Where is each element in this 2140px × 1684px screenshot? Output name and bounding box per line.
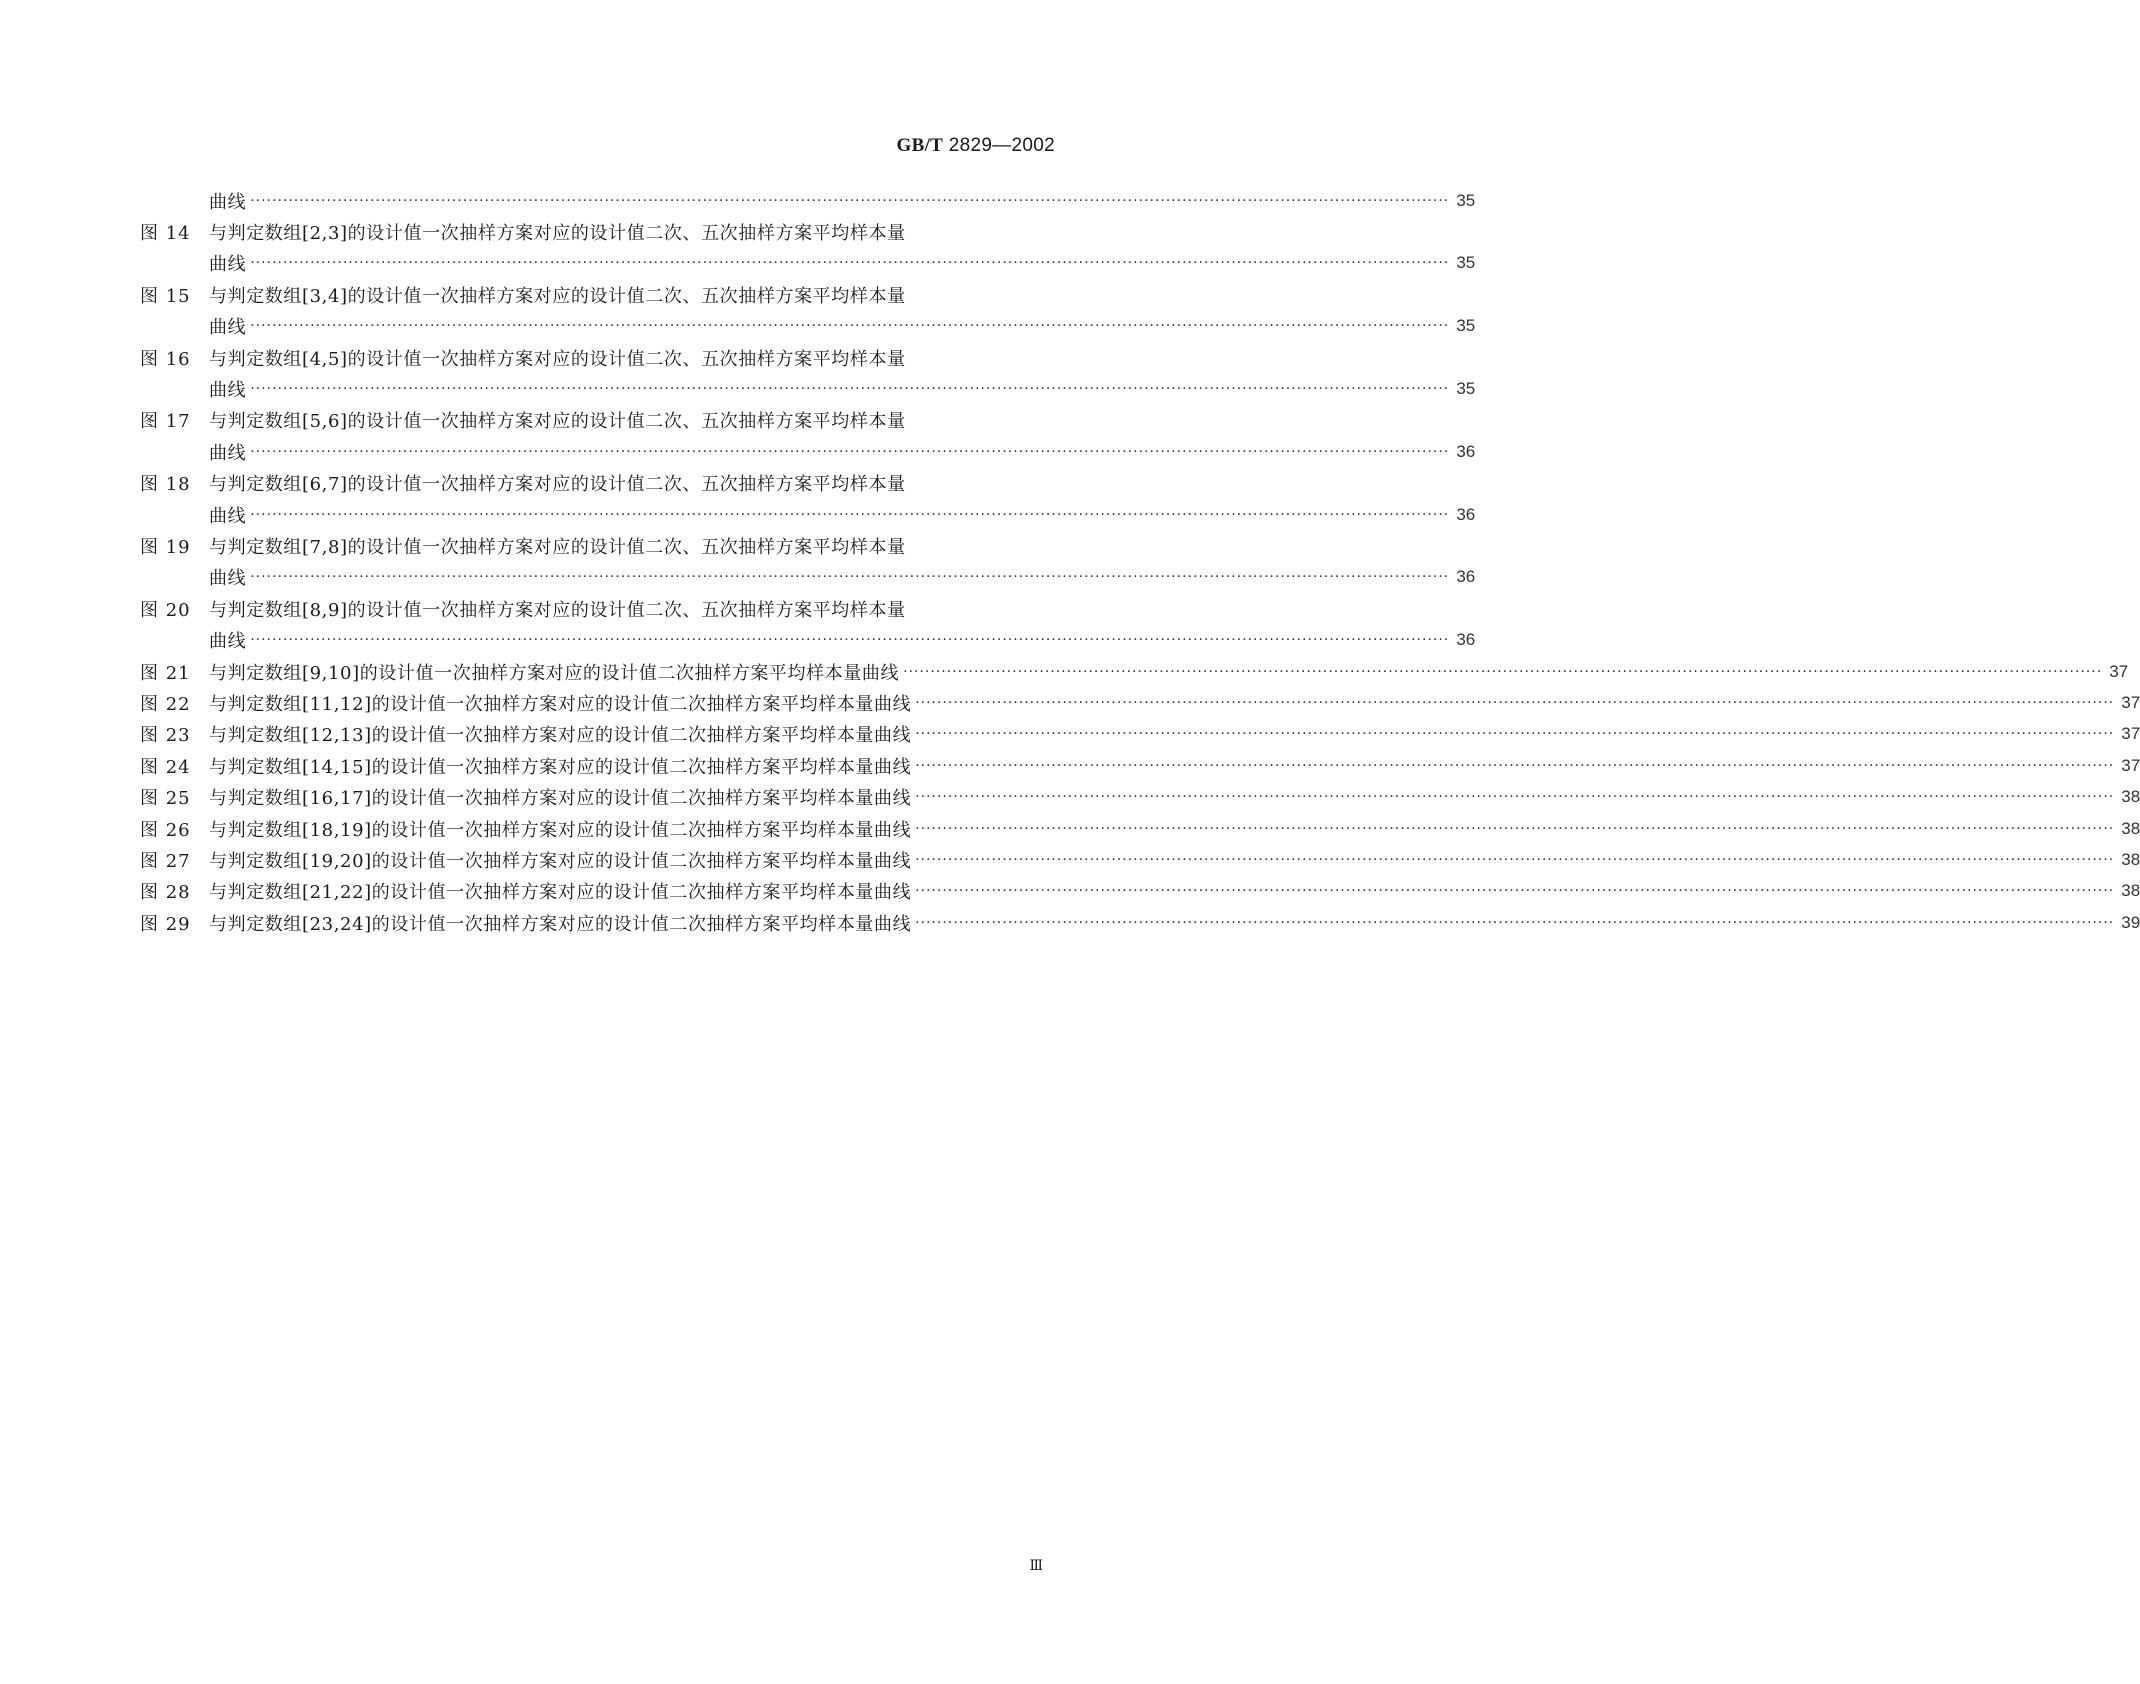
toc-line[interactable] [140, 876, 2140, 907]
figure-title: 曲线 [209, 191, 247, 213]
figure-title: 曲线 [209, 631, 247, 653]
figure-label: 图 22 [140, 693, 191, 715]
toc-line[interactable] [140, 185, 1476, 216]
dot-leader: ···························································································································································································································· [250, 192, 1450, 209]
page-ref: 36 [1456, 567, 1476, 587]
figure-title: 曲线 [209, 254, 247, 276]
dot-leader: ···························································································································································································································· [915, 851, 2115, 868]
figure-label: 图 29 [140, 913, 191, 935]
dot-leader: ···························································································································································································································· [915, 914, 2115, 931]
toc-line[interactable] [140, 750, 2140, 781]
figure-title: 与判定数组[16,17]的设计值一次抽样方案对应的设计值二次抽样方案平均样本量曲线 [209, 788, 912, 810]
figure-title: 与判定数组[8,9]的设计值一次抽样方案对应的设计值二次、五次抽样方案平均样本量 [209, 599, 906, 621]
toc-line[interactable] [140, 907, 2140, 938]
toc-line[interactable] [140, 530, 1060, 561]
figure-label: 图 18 [140, 474, 191, 496]
page-ref: 36 [1456, 441, 1476, 461]
figure-label: 图 20 [140, 599, 191, 621]
toc-line[interactable] [140, 593, 1060, 624]
figure-title: 与判定数组[6,7]的设计值一次抽样方案对应的设计值二次、五次抽样方案平均样本量 [209, 474, 906, 496]
toc-line[interactable] [140, 248, 1476, 279]
figure-label: 图 26 [140, 819, 191, 841]
toc-line[interactable] [140, 656, 2129, 687]
figure-title: 曲线 [209, 505, 247, 527]
figure-label: 图 15 [140, 285, 191, 307]
figure-title: 与判定数组[4,5]的设计值一次抽样方案对应的设计值二次、五次抽样方案平均样本量 [209, 348, 906, 370]
standard-prefix: GB/T [896, 135, 944, 156]
page-ref: 39 [2121, 912, 2140, 932]
toc-line[interactable] [140, 687, 2140, 718]
figure-label: 图 16 [140, 348, 191, 370]
toc-line[interactable] [140, 562, 1476, 593]
standard-code [897, 135, 1055, 157]
figure-label: 图 17 [140, 411, 191, 433]
figure-title: 与判定数组[18,19]的设计值一次抽样方案对应的设计值二次抽样方案平均样本量曲线 [209, 819, 912, 841]
page-ref: 37 [2109, 661, 2129, 681]
toc-line[interactable] [140, 405, 1060, 436]
toc-line[interactable] [140, 719, 2140, 750]
dot-leader: ···························································································································································································································· [915, 883, 2115, 900]
figure-title: 与判定数组[12,13]的设计值一次抽样方案对应的设计值二次抽样方案平均样本量曲线 [209, 725, 912, 747]
dot-leader: ···························································································································································································································· [250, 506, 1450, 523]
dot-leader: ···························································································································································································································· [250, 443, 1450, 460]
toc-line[interactable] [140, 279, 1060, 310]
figure-label: 图 23 [140, 725, 191, 747]
dot-leader: ···························································································································································································································· [915, 757, 2115, 774]
figure-label: 图 14 [140, 223, 191, 245]
figure-title: 与判定数组[2,3]的设计值一次抽样方案对应的设计值二次、五次抽样方案平均样本量 [209, 223, 906, 245]
figure-title: 曲线 [209, 568, 247, 590]
dot-leader: ···························································································································································································································· [250, 318, 1450, 335]
page-ref: 38 [2121, 818, 2140, 838]
figure-title: 与判定数组[9,10]的设计值一次抽样方案对应的设计值二次抽样方案平均样本量曲线 [209, 662, 900, 684]
page-ref: 37 [2121, 692, 2140, 712]
page-ref: 36 [1456, 504, 1476, 524]
figure-label: 图 21 [140, 662, 191, 684]
figure-label: 图 28 [140, 882, 191, 904]
figure-title: 与判定数组[7,8]的设计值一次抽样方案对应的设计值二次、五次抽样方案平均样本量 [209, 536, 906, 558]
page-ref: 38 [2121, 849, 2140, 869]
page-ref: 38 [2121, 881, 2140, 901]
figure-title: 曲线 [209, 380, 247, 402]
dot-leader: ···························································································································································································································· [250, 381, 1450, 398]
figure-label: 图 24 [140, 756, 191, 778]
figure-title: 与判定数组[5,6]的设计值一次抽样方案对应的设计值二次、五次抽样方案平均样本量 [209, 411, 906, 433]
dot-leader: ···························································································································································································································· [915, 694, 2115, 711]
page-ref: 38 [2121, 787, 2140, 807]
toc-line[interactable] [140, 813, 2140, 844]
figure-list [140, 185, 2140, 938]
page-ref: 35 [1456, 379, 1476, 399]
page-ref: 35 [1456, 253, 1476, 273]
dot-leader: ···························································································································································································································· [915, 726, 2115, 743]
toc-line[interactable] [140, 781, 2140, 812]
figure-title: 与判定数组[21,22]的设计值一次抽样方案对应的设计值二次抽样方案平均样本量曲线 [209, 882, 912, 904]
page-ref: 37 [2121, 724, 2140, 744]
toc-line[interactable] [140, 499, 1476, 530]
figure-title: 与判定数组[23,24]的设计值一次抽样方案对应的设计值二次抽样方案平均样本量曲线 [209, 913, 912, 935]
toc-line[interactable] [140, 311, 1476, 342]
page-ref: 35 [1456, 316, 1476, 336]
dot-leader: ···························································································································································································································· [250, 632, 1450, 649]
toc-line[interactable] [140, 342, 1060, 373]
page-ref: 37 [2121, 755, 2140, 775]
figure-title: 曲线 [209, 317, 247, 339]
dot-leader: ···························································································································································································································· [250, 569, 1450, 586]
dot-leader: ···························································································································································································································· [915, 789, 2115, 806]
page-ref: 35 [1456, 190, 1476, 210]
dot-leader: ···························································································································································································································· [250, 255, 1450, 272]
toc-line[interactable] [140, 436, 1476, 467]
figure-title: 与判定数组[11,12]的设计值一次抽样方案对应的设计值二次抽样方案平均样本量曲线 [209, 693, 912, 715]
figure-title: 曲线 [209, 442, 247, 464]
dot-leader: ···························································································································································································································· [903, 663, 2103, 680]
toc-line[interactable] [140, 624, 1476, 655]
dot-leader: ···························································································································································································································· [915, 820, 2115, 837]
figure-label: 图 19 [140, 536, 191, 558]
page-ref: 36 [1456, 630, 1476, 650]
toc-line[interactable] [140, 373, 1476, 404]
figure-label: 图 25 [140, 788, 191, 810]
page-number: Ⅲ [1029, 1558, 1043, 1574]
standard-number: 2829—2002 [948, 135, 1055, 156]
figure-label: 图 27 [140, 850, 191, 872]
toc-line[interactable] [140, 216, 1060, 247]
toc-line[interactable] [140, 844, 2140, 875]
figure-title: 与判定数组[3,4]的设计值一次抽样方案对应的设计值二次、五次抽样方案平均样本量 [209, 285, 906, 307]
toc-line[interactable] [140, 468, 1060, 499]
figure-title: 与判定数组[19,20]的设计值一次抽样方案对应的设计值二次抽样方案平均样本量曲线 [209, 850, 912, 872]
figure-title: 与判定数组[14,15]的设计值一次抽样方案对应的设计值二次抽样方案平均样本量曲线 [209, 756, 912, 778]
